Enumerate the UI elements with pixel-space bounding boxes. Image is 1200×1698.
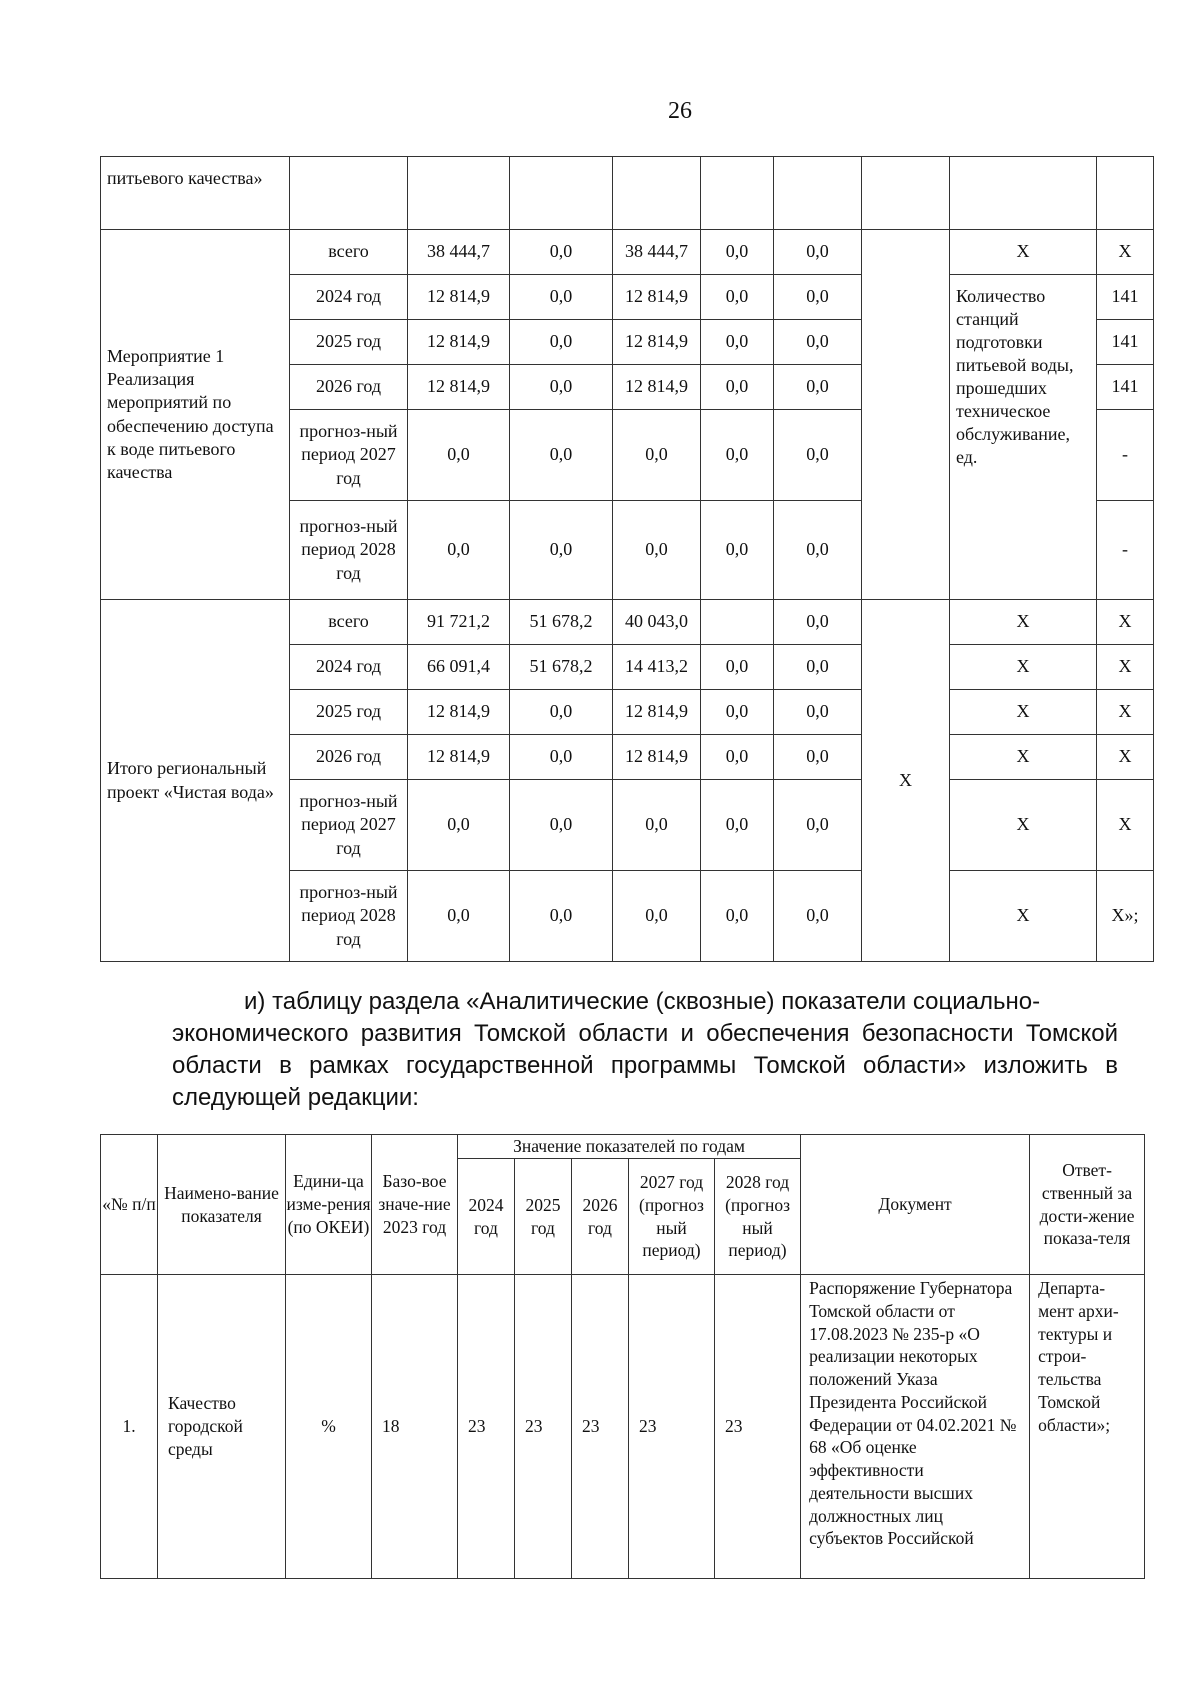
value-cell: 66 091,4 (408, 645, 510, 690)
value-cell: 0,0 (510, 780, 613, 871)
value-cell: 12 814,9 (613, 690, 701, 735)
value-cell: 51 678,2 (510, 645, 613, 690)
value-cell: 38 444,7 (408, 230, 510, 275)
header-2027: 2027 год (прогноз ный период) (629, 1159, 715, 1275)
value-cell: 12 814,9 (613, 735, 701, 780)
header-num: «№ п/п (101, 1135, 158, 1275)
value-cell: 0,0 (774, 871, 862, 962)
period-cell: 2026 год (290, 735, 408, 780)
project-total-label: Итого региональный проект «Чистая вода» (101, 600, 290, 962)
value-cell: 51 678,2 (510, 600, 613, 645)
table-row (101, 600, 1154, 645)
period-cell: 2024 год (290, 275, 408, 320)
row-2024: 23 (458, 1275, 515, 1579)
indicator-value: 141 (1097, 320, 1154, 365)
value-cell: 0,0 (510, 690, 613, 735)
x-cell: X (950, 735, 1097, 780)
row-base: 18 (372, 1275, 458, 1579)
value-cell: 0,0 (613, 501, 701, 600)
value-cell (701, 600, 774, 645)
period-cell: 2024 год (290, 645, 408, 690)
header-responsible: Ответ-ственный за дости-жение показа-теля (1030, 1135, 1145, 1275)
x-cell: X (950, 780, 1097, 871)
x-cell: X (1097, 230, 1154, 275)
header-2026: 2026 год (572, 1159, 629, 1275)
value-cell: 12 814,9 (408, 275, 510, 320)
indicator-value: 141 (1097, 365, 1154, 410)
period-cell: 2026 год (290, 365, 408, 410)
header-base: Базо-вое значе-ние 2023 год (372, 1135, 458, 1275)
period-cell: всего (290, 230, 408, 275)
period-cell: 2025 год (290, 320, 408, 365)
value-cell: 0,0 (408, 780, 510, 871)
indicators-table (100, 1134, 1145, 1579)
period-cell: прогноз-ный период 2027 год (290, 780, 408, 871)
row-label: питьевого качества» (101, 157, 290, 230)
value-cell: 12 814,9 (408, 690, 510, 735)
header-2025: 2025 год (515, 1159, 572, 1275)
period-cell: прогноз-ный период 2028 год (290, 871, 408, 962)
value-cell: 0,0 (613, 780, 701, 871)
period-cell: прогноз-ный период 2028 год (290, 501, 408, 600)
value-cell: 38 444,7 (613, 230, 701, 275)
value-cell: 0,0 (774, 230, 862, 275)
x-cell: X (1097, 645, 1154, 690)
activity-label: Мероприятие 1 Реализация мероприятий по обеспечению доступа к воде питьевого качества (101, 230, 290, 600)
value-cell: 0,0 (701, 410, 774, 501)
row-unit: % (286, 1275, 372, 1579)
value-cell: 0,0 (774, 320, 862, 365)
value-cell: 0,0 (701, 365, 774, 410)
value-cell: 12 814,9 (408, 365, 510, 410)
x-cell: X (1097, 780, 1154, 871)
indicator-value: 141 (1097, 275, 1154, 320)
value-cell: 0,0 (701, 735, 774, 780)
value-cell: 12 814,9 (613, 275, 701, 320)
indicator-value: - (1097, 501, 1154, 600)
value-cell: 0,0 (774, 410, 862, 501)
row-2026: 23 (572, 1275, 629, 1579)
header-2028: 2028 год (прогноз ный период) (715, 1159, 801, 1275)
indicator-value: - (1097, 410, 1154, 501)
value-cell: 0,0 (510, 501, 613, 600)
value-cell: 0,0 (774, 645, 862, 690)
value-cell: 0,0 (510, 410, 613, 501)
value-cell: 0,0 (774, 501, 862, 600)
x-cell: X»; (1097, 871, 1154, 962)
value-cell: 0,0 (774, 365, 862, 410)
value-cell: 0,0 (774, 600, 862, 645)
table-row (101, 157, 1154, 230)
paragraph-line-1: и) таблицу раздела «Аналитические (сквозные) показатели социально- (244, 988, 1041, 1015)
row-responsible: Департа-мент архи-тектуры и строи-тельства Томской области»; (1030, 1275, 1145, 1579)
value-cell: 0,0 (774, 780, 862, 871)
value-cell: 0,0 (701, 230, 774, 275)
amendment-paragraph (172, 986, 1118, 1114)
table-row (101, 230, 1154, 275)
header-name: Наимено-вание показателя (158, 1135, 286, 1275)
header-values-group: Значение показателей по годам (458, 1135, 801, 1159)
value-cell: 0,0 (408, 871, 510, 962)
period-cell: прогноз-ный период 2027 год (290, 410, 408, 501)
x-cell: X (950, 871, 1097, 962)
x-cell: X (950, 690, 1097, 735)
row-2028: 23 (715, 1275, 801, 1579)
row-name: Качество городской среды (158, 1275, 286, 1579)
value-cell: 0,0 (408, 410, 510, 501)
indicator-label: Количество станций подготовки питьевой воды, прошедших техническое обслуживание, ед. (950, 275, 1097, 600)
header-row (101, 1135, 1145, 1159)
header-document: Документ (801, 1135, 1030, 1275)
value-cell: 0,0 (510, 230, 613, 275)
value-cell: 0,0 (701, 690, 774, 735)
x-cell: X (1097, 600, 1154, 645)
value-cell: 0,0 (510, 735, 613, 780)
value-cell: 0,0 (701, 645, 774, 690)
x-cell: X (950, 645, 1097, 690)
financing-table (100, 156, 1154, 962)
period-cell: 2025 год (290, 690, 408, 735)
value-cell: 14 413,2 (613, 645, 701, 690)
header-unit: Едини-ца изме-рения (по ОКЕИ) (286, 1135, 372, 1275)
x-cell: X (1097, 735, 1154, 780)
value-cell: 12 814,9 (613, 320, 701, 365)
value-cell: 91 721,2 (408, 600, 510, 645)
value-cell: 0,0 (510, 275, 613, 320)
value-cell: 0,0 (774, 275, 862, 320)
value-cell: 0,0 (774, 735, 862, 780)
value-cell: 12 814,9 (613, 365, 701, 410)
x-cell: X (862, 600, 950, 962)
value-cell: 0,0 (701, 275, 774, 320)
value-cell: 0,0 (774, 690, 862, 735)
paragraph-rest: экономического развития Томской области и обеспечения безопасности Томской области в рамках государственной программы Томской области» изложить в следующей редакции: (172, 1020, 1118, 1111)
row-num: 1. (101, 1275, 158, 1579)
value-cell: 0,0 (613, 871, 701, 962)
value-cell: 0,0 (613, 410, 701, 501)
page-number: 26 (668, 98, 692, 124)
value-cell: 0,0 (510, 871, 613, 962)
value-cell: 0,0 (701, 780, 774, 871)
row-2027: 23 (629, 1275, 715, 1579)
value-cell: 0,0 (510, 320, 613, 365)
x-cell: X (950, 230, 1097, 275)
x-cell: X (1097, 690, 1154, 735)
value-cell: 0,0 (701, 320, 774, 365)
header-2024: 2024 год (458, 1159, 515, 1275)
value-cell: 40 043,0 (613, 600, 701, 645)
value-cell: 0,0 (701, 501, 774, 600)
value-cell: 12 814,9 (408, 320, 510, 365)
value-cell: 0,0 (510, 365, 613, 410)
table-row (101, 1275, 1145, 1579)
row-2025: 23 (515, 1275, 572, 1579)
period-cell: всего (290, 600, 408, 645)
value-cell: 12 814,9 (408, 735, 510, 780)
empty-cell (862, 230, 950, 600)
value-cell: 0,0 (701, 871, 774, 962)
value-cell: 0,0 (408, 501, 510, 600)
x-cell: X (950, 600, 1097, 645)
row-document: Распоряжение Губернатора Томской области от 17.08.2023 № 235-р «О реализации некоторых положений Указа Президента Российской Федерации от 04.02.2021 № 68 «Об оценке эффективности деятельности высших должностных лиц субъектов Российской (801, 1275, 1030, 1579)
